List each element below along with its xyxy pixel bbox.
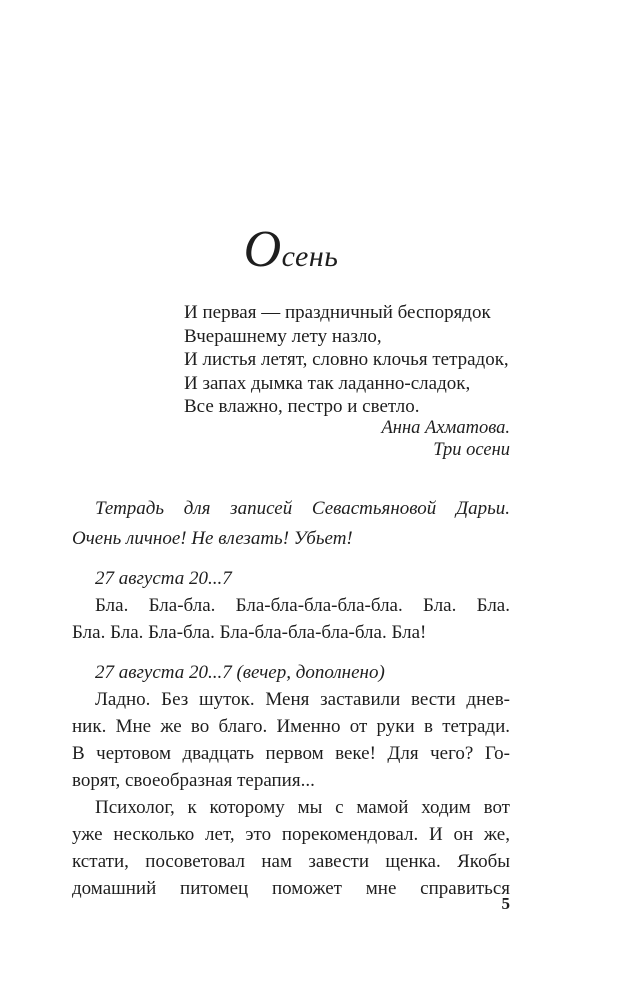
poem-line: И запах дымка так ладанно-сладок, [184,372,471,394]
poem-line: Все влажно, пестро и светло. [184,396,420,418]
body-line: кстати, посоветовал нам завести щенка. Якобы [72,851,510,872]
poem-line: Вчерашнему лету назло, [184,325,382,347]
body-line: Психолог, к которому мы с мамой ходим вот [95,797,510,818]
body-line: уже несколько лет, это порекомендовал. И он же, [72,824,510,845]
body-line: Ладно. Без шуток. Меня заставили вести днев- [95,689,510,710]
body-line: Бла. Бла. Бла-бла. Бла-бла-бла-бла-бла. Бла! [72,622,427,643]
notebook-inscription [72,494,510,553]
body-line: В чертовом двадцать первом веке! Для чего? Го- [72,743,510,764]
body-line: домашний питомец поможет мне справиться [72,878,510,899]
epigraph-poem [184,301,518,419]
diary-entry-2 [72,659,510,902]
body-line: Бла. Бла-бла. Бла-бла-бла-бла-бла. Бла. Бла. [95,595,510,616]
chapter-title: Осень [243,221,339,278]
poem-line: И листья летят, словно клочья тетрадок, [184,349,509,371]
entry-date: 27 августа 20...7 (вечер, дополнено) [95,662,385,683]
entry-date: 27 августа 20...7 [95,568,232,589]
attribution-work: Три осени [433,440,510,460]
epigraph-attribution [72,417,510,461]
inscription-line: Тетрадь для записей Севастьяновой Дарьи. [95,498,510,519]
body-line: ворят, своеобразная терапия... [72,770,315,791]
attribution-author: Анна Ахматова. [381,418,510,438]
body-line: ник. Мне же во благо. Именно от руки в тетради. [72,716,510,737]
diary-entry-1 [72,565,510,646]
inscription-line: Очень личное! Не влезать! Убьет! [72,527,353,549]
poem-line: И первая — праздничный беспорядок [184,302,491,323]
page-number: 5 [501,894,510,913]
